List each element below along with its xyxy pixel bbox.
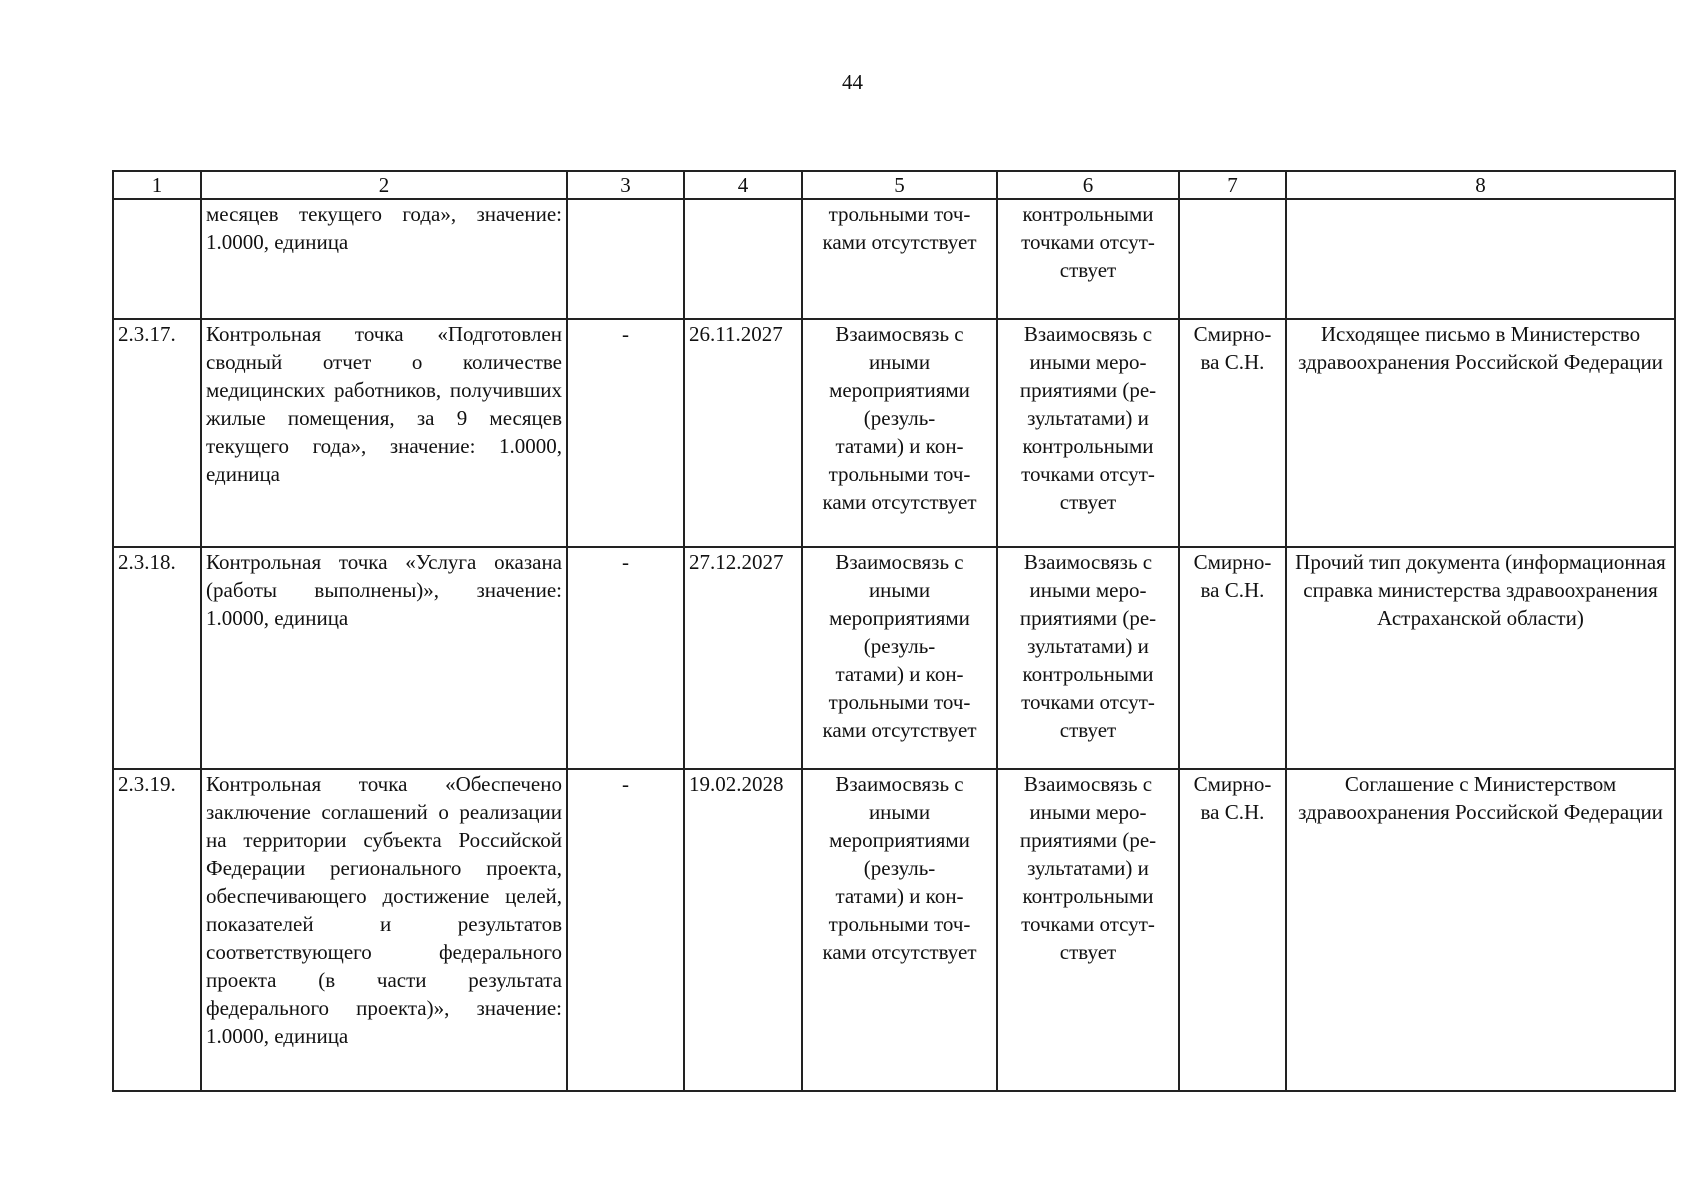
row-predecessor: - (567, 769, 684, 1091)
header-col-6: 6 (997, 171, 1179, 199)
header-col-3: 3 (567, 171, 684, 199)
row-predecessor (567, 199, 684, 319)
table-row (113, 319, 1675, 547)
table-row (113, 769, 1675, 1091)
row-relation-6: Взаимосвязь с иными меро- приятиями (ре- зультатами) и контрольными точками отсут- ствует (997, 319, 1179, 547)
row-relation-5: Взаимосвязь с иными мероприятиями (резуль- татами) и кон- трольными точ- ками отсутствует (802, 547, 997, 769)
control-points-table (112, 170, 1676, 1092)
row-date: 19.02.2028 (684, 769, 802, 1091)
row-date (684, 199, 802, 319)
row-relation-5: Взаимосвязь с иными мероприятиями (резуль- татами) и кон- трольными точ- ками отсутствует (802, 769, 997, 1091)
row-description: месяцев текущего года», значение: 1.0000, единица (201, 199, 567, 319)
header-col-4: 4 (684, 171, 802, 199)
header-col-2: 2 (201, 171, 567, 199)
row-date: 27.12.2027 (684, 547, 802, 769)
row-relation-6: Взаимосвязь с иными меро- приятиями (ре- зультатами) и контрольными точками отсут- ствует (997, 769, 1179, 1091)
row-responsible (1179, 199, 1286, 319)
header-col-8: 8 (1286, 171, 1675, 199)
row-relation-5: Взаимосвязь с иными мероприятиями (резуль- татами) и кон- трольными точ- ками отсутствует (802, 319, 997, 547)
row-number: 2.3.18. (113, 547, 201, 769)
row-relation-6: контрольными точками отсут- ствует (997, 199, 1179, 319)
row-number: 2.3.17. (113, 319, 201, 547)
row-description: Контрольная точка «Услуга оказана (работы выполнены)», значение: 1.0000, единица (201, 547, 567, 769)
table-row (113, 547, 1675, 769)
page-number: 44 (842, 70, 863, 94)
row-date: 26.11.2027 (684, 319, 802, 547)
row-document: Исходящее письмо в Министерство здравоохранения Российской Федерации (1286, 319, 1675, 547)
row-description: Контрольная точка «Подготовлен сводный отчет о количестве медицинских работников, получивших жилые помещения, за 9 месяцев текущего года», значение: 1.0000, единица (201, 319, 567, 547)
row-number: 2.3.19. (113, 769, 201, 1091)
header-row (113, 171, 1675, 199)
header-col-7: 7 (1179, 171, 1286, 199)
row-responsible: Смирно- ва С.Н. (1179, 769, 1286, 1091)
row-document: Соглашение с Министерством здравоохранения Российской Федерации (1286, 769, 1675, 1091)
row-predecessor: - (567, 547, 684, 769)
row-number (113, 199, 201, 319)
header-col-1: 1 (113, 171, 201, 199)
row-document: Прочий тип документа (информационная справка министерства здравоохранения Астраханской области) (1286, 547, 1675, 769)
table-row-continuation (113, 199, 1675, 319)
header-col-5: 5 (802, 171, 997, 199)
row-predecessor: - (567, 319, 684, 547)
row-document (1286, 199, 1675, 319)
row-responsible: Смирно- ва С.Н. (1179, 319, 1286, 547)
row-description: Контрольная точка «Обеспечено заключение соглашений о реализации на территории субъекта Российской Федерации регионального проекта, обеспечивающего достижение целей, показателей и результатов соответствующего федерального проекта (в части результата федерального проекта)», значение: 1.0000, единица (201, 769, 567, 1091)
row-relation-5: трольными точ- ками отсутствует (802, 199, 997, 319)
row-responsible: Смирно- ва С.Н. (1179, 547, 1286, 769)
row-relation-6: Взаимосвязь с иными меро- приятиями (ре- зультатами) и контрольными точками отсут- ствует (997, 547, 1179, 769)
